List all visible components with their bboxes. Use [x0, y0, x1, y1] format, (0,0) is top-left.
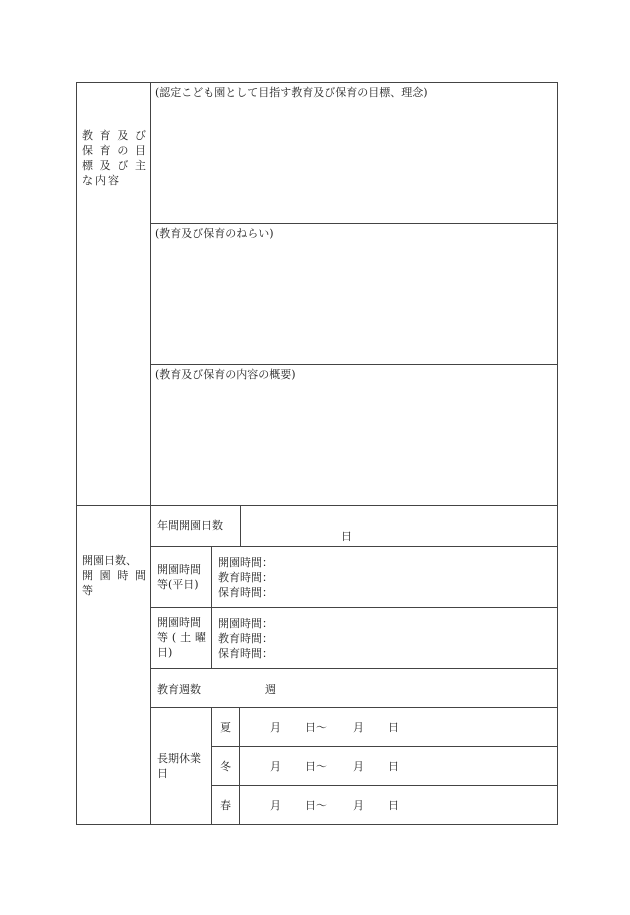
long-holiday-label: 長期休業 [157, 752, 201, 765]
from-month: 月 [270, 799, 281, 812]
saturday-open-hours: 開園時間： [218, 617, 273, 630]
weekday-childcare-hours: 保育時間： [218, 586, 273, 599]
divider-season [239, 707, 240, 825]
from-month: 月 [270, 721, 281, 734]
from-day: 日〜 [305, 721, 327, 734]
divider-holiday-summer [211, 746, 558, 747]
education-weeks-unit: 週 [265, 683, 276, 696]
divider-holiday-winter [211, 785, 558, 786]
aims-caption: (教育及び保育のねらい) [155, 227, 274, 240]
divider-aims-content [150, 364, 558, 365]
section-divider [76, 505, 558, 506]
from-month: 月 [270, 760, 281, 773]
weekday-hours-label: 開園時間 [157, 563, 201, 576]
divider-annual-days [240, 505, 241, 546]
from-day: 日〜 [305, 760, 327, 773]
weekday-open-hours: 開園時間： [218, 556, 273, 569]
label-column-divider [150, 82, 151, 825]
label-line: 保育の目 [82, 144, 146, 157]
goals-caption: (認定こども園として目指す教育及び保育の目標、理念) [155, 86, 428, 99]
to-month: 月 [353, 799, 364, 812]
season-label: 夏 [220, 721, 231, 734]
label-line: な内容 [82, 174, 121, 187]
divider-row3 [150, 668, 558, 669]
annual-days-unit: 日 [341, 530, 352, 543]
saturday-childcare-hours: 保育時間： [218, 647, 273, 660]
label-line: 開園時間 [82, 569, 146, 582]
table-border [76, 82, 558, 825]
label-line: 開園日数、 [82, 554, 137, 567]
season-label: 冬 [220, 760, 231, 773]
to-month: 月 [353, 721, 364, 734]
saturday-hours-label: 等(土曜 [157, 631, 206, 644]
label-line: 等 [82, 584, 93, 597]
to-day: 日 [388, 760, 399, 773]
long-holiday-label: 日 [157, 767, 168, 780]
season-label: 春 [220, 799, 231, 812]
label-line: 教育及び [82, 129, 146, 142]
saturday-hours-label: 日) [157, 646, 173, 659]
saturday-hours-label: 開園時間 [157, 616, 201, 629]
annual-days-label: 年間開園日数 [157, 519, 223, 532]
content-caption: (教育及び保育の内容の概要) [155, 368, 296, 381]
to-month: 月 [353, 760, 364, 773]
to-day: 日 [388, 799, 399, 812]
weekday-hours-label: 等(平日) [157, 578, 199, 591]
divider-holiday-label [211, 707, 212, 825]
saturday-education-hours: 教育時間： [218, 632, 273, 645]
from-day: 日〜 [305, 799, 327, 812]
education-weeks-label: 教育週数 [157, 683, 201, 696]
divider-hours-label [211, 546, 212, 668]
label-line: 標及び主 [82, 159, 146, 172]
divider-goals-aims [150, 223, 558, 224]
to-day: 日 [388, 721, 399, 734]
weekday-education-hours: 教育時間： [218, 571, 273, 584]
